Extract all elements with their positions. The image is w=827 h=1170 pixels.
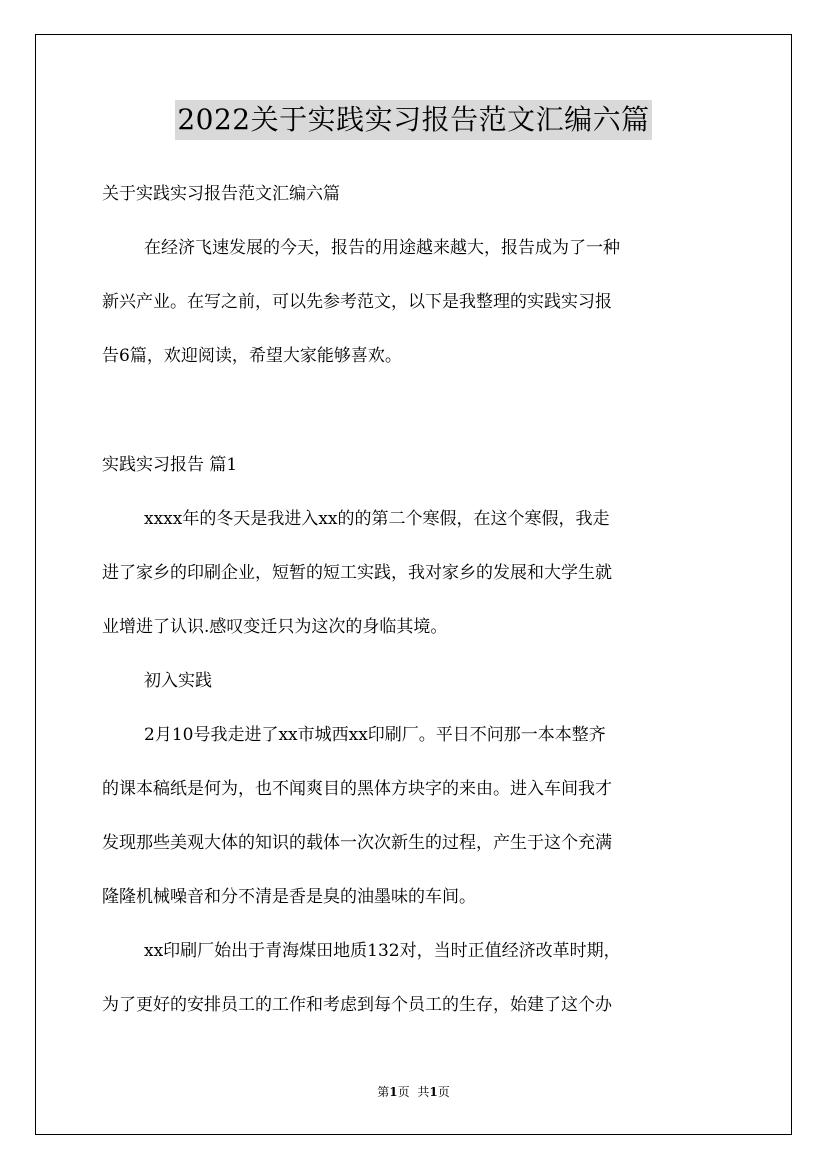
subheading: 初入实践 bbox=[144, 671, 212, 691]
title-container bbox=[0, 100, 827, 140]
intro-line: 告6篇，欢迎阅读，希望大家能够喜欢。 bbox=[102, 346, 402, 366]
page-number: 1 bbox=[389, 1085, 398, 1099]
total-pages: 1 bbox=[429, 1085, 438, 1099]
total-suffix: 页 bbox=[437, 1085, 450, 1099]
paragraph1-line: 业增进了认识.感叹变迁只为这次的身临其境。 bbox=[102, 617, 448, 637]
paragraph1-line: 进了家乡的印刷企业，短暂的短工实践，我对家乡的发展和大学生就 bbox=[102, 563, 612, 583]
paragraph2-line: 2月10号我走进了xx市城西xx印刷厂。平日不问那一本本整齐 bbox=[144, 725, 606, 745]
paragraph3-line: xx印刷厂始出于青海煤田地质132对，当时正值经济改革时期， bbox=[144, 941, 621, 961]
page-suffix: 页 bbox=[397, 1085, 410, 1099]
page-footer bbox=[0, 1084, 827, 1100]
intro-line: 新兴产业。在写之前，可以先参考范文，以下是我整理的实践实习报 bbox=[102, 292, 612, 312]
document-title: 2022关于实践实习报告范文汇编六篇 bbox=[175, 100, 651, 140]
intro-line: 在经济飞速发展的今天，报告的用途越来越大，报告成为了一种 bbox=[144, 238, 620, 258]
document-subtitle: 关于实践实习报告范文汇编六篇 bbox=[102, 184, 340, 204]
paragraph1-line: xxxx年的冬天是我进入xx的的第二个寒假，在这个寒假，我走 bbox=[144, 509, 610, 529]
paragraph3-line: 为了更好的安排员工的工作和考虑到每个员工的生存，始建了这个办 bbox=[102, 995, 612, 1015]
total-prefix: 共 bbox=[417, 1085, 430, 1099]
section-heading: 实践实习报告 篇1 bbox=[102, 455, 238, 475]
page-prefix: 第 bbox=[377, 1085, 390, 1099]
paragraph2-line: 隆隆机械噪音和分不清是香是臭的油墨味的车间。 bbox=[102, 887, 476, 907]
paragraph2-line: 发现那些美观大体的知识的载体一次次新生的过程，产生于这个充满 bbox=[102, 833, 612, 853]
paragraph2-line: 的课本稿纸是何为，也不闻爽目的黑体方块字的来由。进入车间我才 bbox=[102, 779, 612, 799]
